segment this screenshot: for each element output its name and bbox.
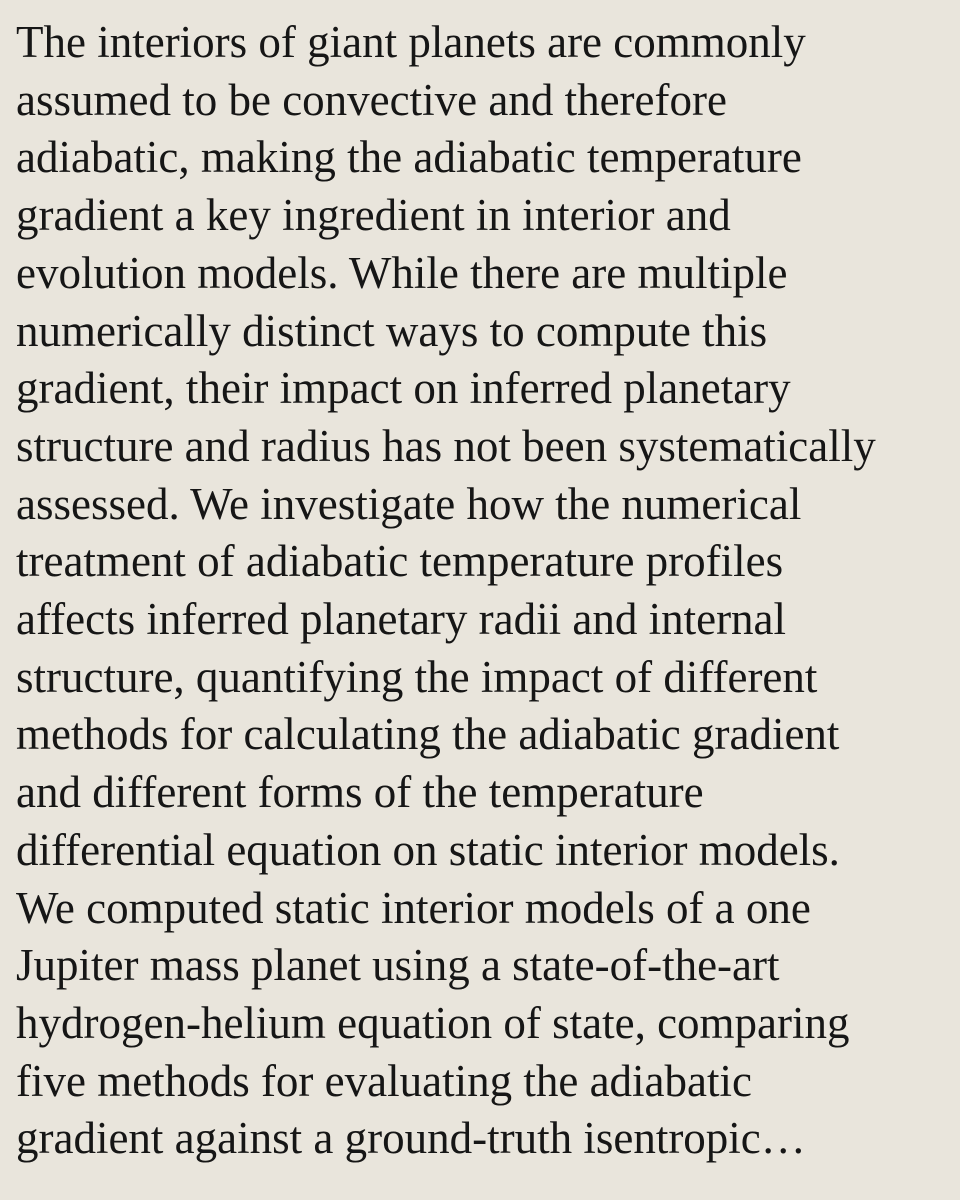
abstract-line-20: gradient against a ground-truth isentropic… <box>16 1113 806 1164</box>
abstract-line-17: Jupiter mass planet using a state-of-the-art <box>16 940 780 991</box>
abstract-line-7: gradient, their impact on inferred planetary <box>16 363 791 414</box>
abstract-line-12: structure, quantifying the impact of different <box>16 651 818 702</box>
abstract-line-2: assumed to be convective and therefore <box>16 74 727 125</box>
abstract-line-4: gradient a key ingredient in interior and <box>16 190 731 241</box>
abstract-line-5: evolution models. While there are multiple <box>16 247 788 298</box>
abstract-line-10: treatment of adiabatic temperature profiles <box>16 536 784 587</box>
abstract-line-18: hydrogen-helium equation of state, comparing <box>16 997 850 1048</box>
abstract-line-6: numerically distinct ways to compute this <box>16 305 768 356</box>
abstract-line-11: affects inferred planetary radii and internal <box>16 594 787 645</box>
abstract-line-8: structure and radius has not been systematically <box>16 420 876 471</box>
abstract-line-16: We computed static interior models of a one <box>16 882 811 933</box>
abstract-text <box>16 14 944 1168</box>
abstract-line-15: differential equation on static interior models. <box>16 824 840 875</box>
abstract-line-3: adiabatic, making the adiabatic temperature <box>16 132 802 183</box>
abstract-line-1: The interiors of giant planets are commonly <box>16 17 806 67</box>
abstract-line-19: five methods for evaluating the adiabatic <box>16 1055 752 1106</box>
abstract-line-9: assessed. We investigate how the numerical <box>16 478 802 529</box>
abstract-line-14: and different forms of the temperature <box>16 767 704 818</box>
abstract-line-13: methods for calculating the adiabatic gradient <box>16 709 840 760</box>
